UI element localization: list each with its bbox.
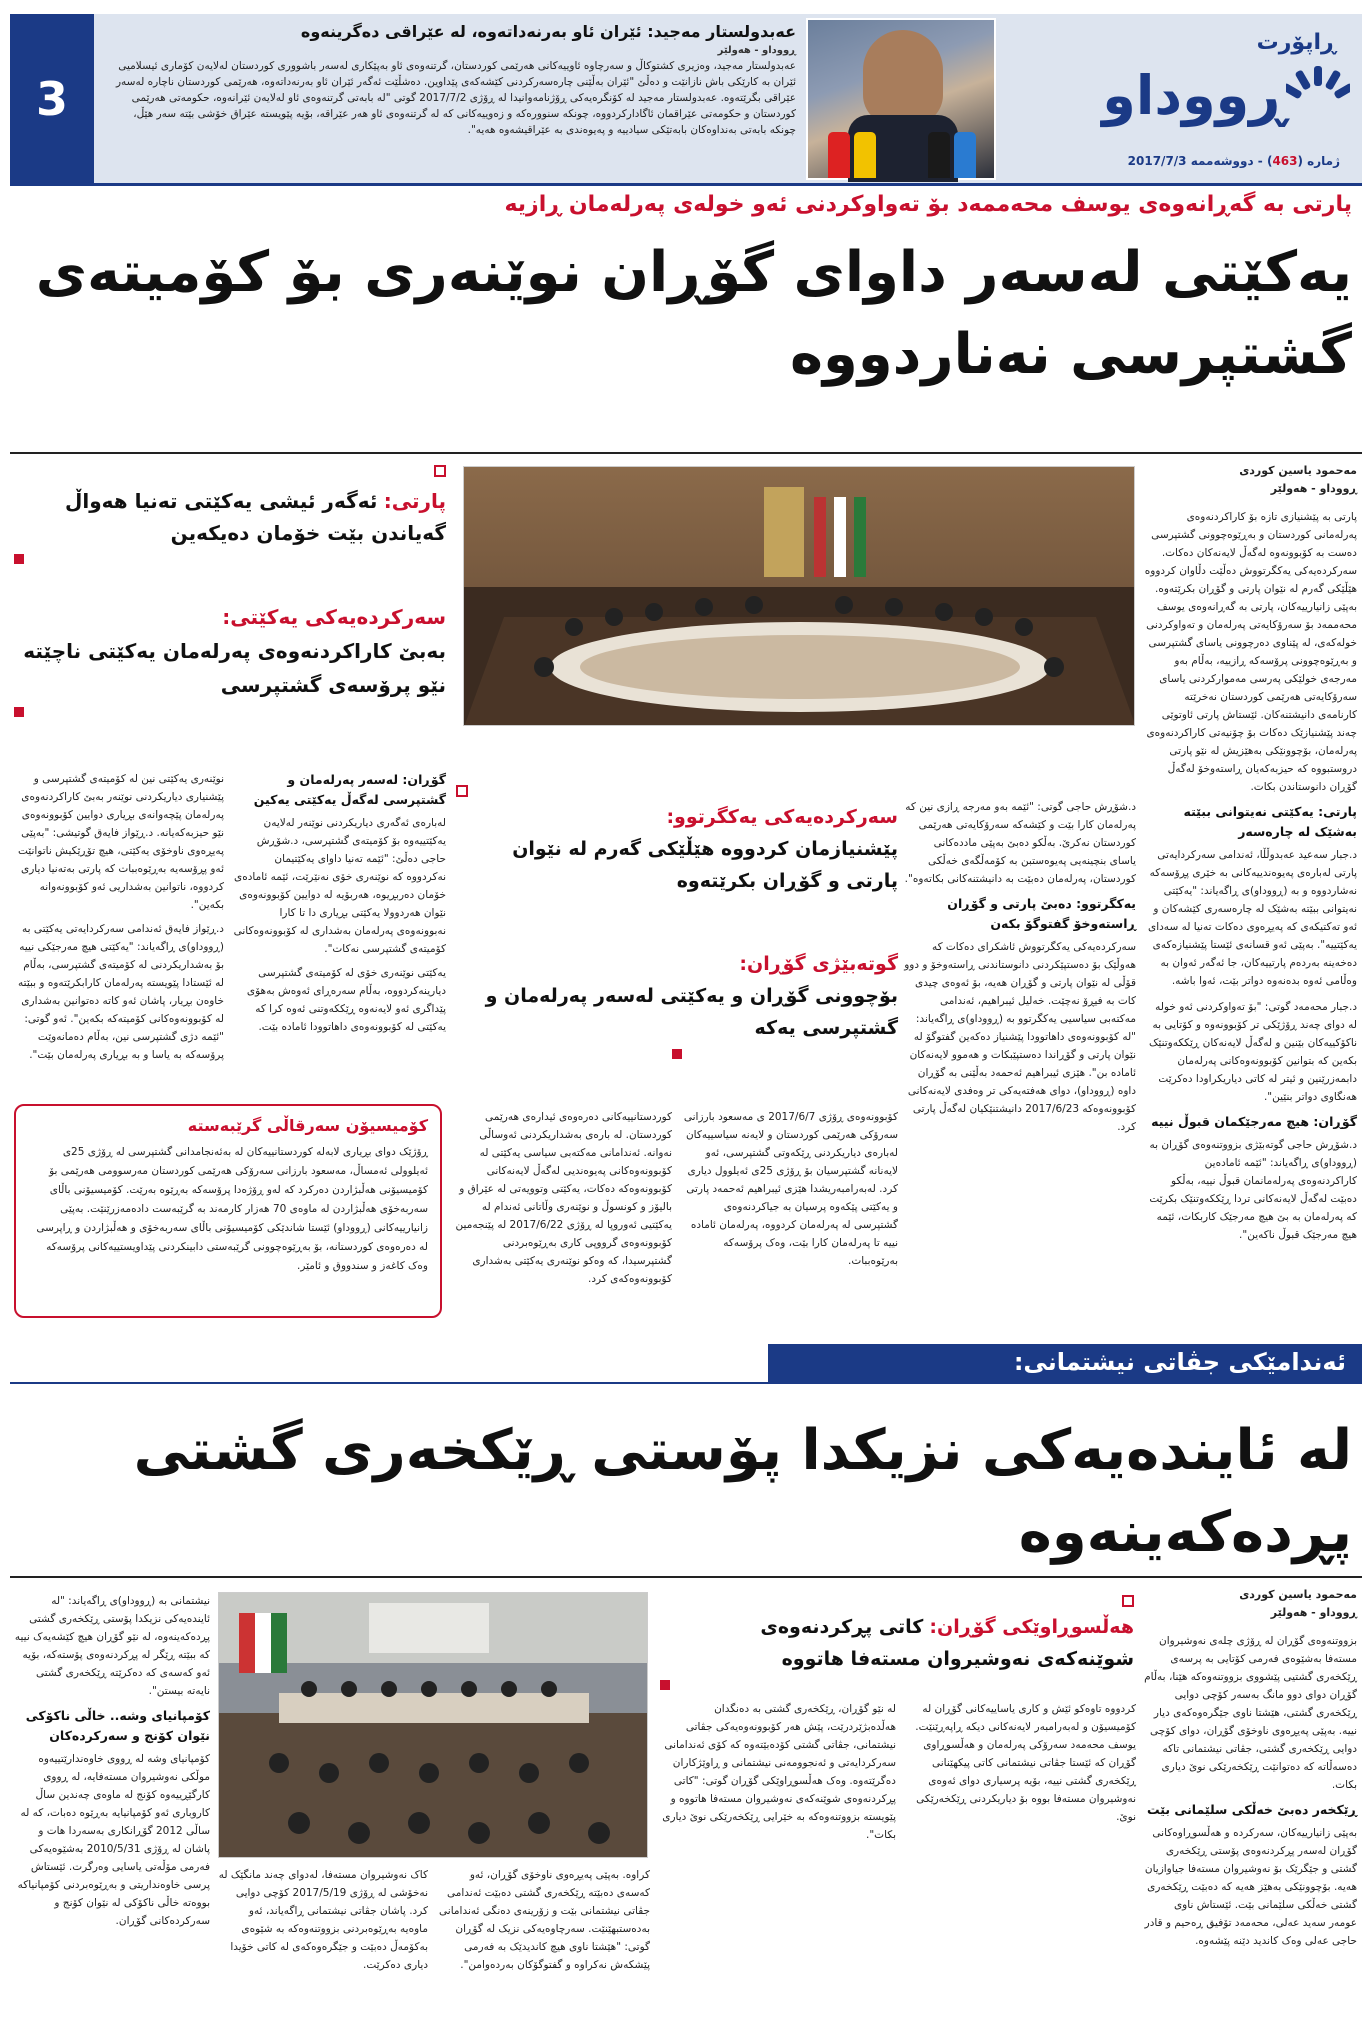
logo-sunburst-icon bbox=[1286, 62, 1350, 126]
issue-line bbox=[1128, 154, 1340, 168]
subhead: ڕێکخەر دەبێ خەڵکی سلێمانی بێت bbox=[1147, 1802, 1357, 1817]
body-text: کۆبوونەوەی ڕۆژی 2017/6/7 ی مەسعود بارزانی سەرۆکی هەرێمی کوردستان و لایەنە سیاسییەکان لەبارەی دیاریکردنی ڕێکەوتی گشتپرسی، ئەو لایەنانە گشتپرسیان بۆ ڕۆژی 25ی ئەیلوول دیاری کرد. لەبەرامبەریشدا هێزی ئیبراهیم ئەحمەد پارتی و یەکێتی پێکەوە پرسیان بە جیاکردنەوەی گشتپرسی لە پەرلەمان کردووە، پەرلەمان ئامادە نییە تا پەرلەمان کارا بێت، وەک پرۆسەکە بەرێوەببات. bbox=[683, 1111, 898, 1267]
page-number: 3 bbox=[10, 14, 94, 183]
square-icon bbox=[14, 554, 24, 564]
body-text: سەرکردەیەکی یەکگرتووش ئاشکرای دەکات کە هەوڵێک بۆ دەستپێکردنی دانوستاندنی ڕاستەوخۆ و دوو قۆڵی لە نێوان پارتی و گۆڕان هەیە، بۆ ئەوەی چیدی کات بە فیڕۆ نەچێت. خەلیل ئیبراهیم، ئەندامی مەکتەبی سیاسیی یەکگرتوو بە (ڕووداو)ی ڕاگەیاند: "لە کۆبوونەوەی داهاتوودا پێشنیاز دەکەین گفتوگۆ لە نێوان پارتی و گۆڕاندا دەستپێبکات و هەموو لایەنەکان ئامادە بن". هێزی ئیبراهیم ئەحمەد بەڵێنی بە گۆڕان داوە (ڕووداو)، دوای هەفتەیەکی تر وەفدی لایەنەکانی کۆبوونەوەکە 2017/6/23 دانیشتنێکیان لەگەڵ پارتی کرد. bbox=[904, 941, 1136, 1133]
pull-label: سەرکردەیەکی یەکێتی: bbox=[222, 605, 446, 629]
body-text: کردووە تاوەکو ئێش و کاری یاساییەکانی گۆڕان لە کۆمیسیۆن و لەبەرامبەر لایەنەکانی دیکە ڕاپەڕێنێت. یوسف محەمەد سەرۆکی پەرلەمان و هەڵسوڕاوی گۆڕان کە ئێستا جڤاتی نیشتمانی کاتی پیکهێنانی ڕێکخەری گشتی نییە، بۆیە پرسیاری دوای ئەوەی نەوشیروان مستەفا بووە بۆ دیاریکردنی ڕێکخەرێکی نوێ. bbox=[915, 1703, 1136, 1823]
square-icon bbox=[14, 707, 24, 717]
section-band: ئەندامێکی جڤاتی نیشتمانی: bbox=[768, 1344, 1362, 1384]
meeting-illustration bbox=[219, 1593, 648, 1858]
lead-text: پارتی بە پێشنیازی تازە بۆ کاراکردنەوەی پەرلەمانی کوردستان و بەڕێوەچوونی گشتپرسی دەست بە کۆبوونەوە لەگەڵ لایەنەکان دەکات. سەرکردەیەکی یەکگرتووش دەڵێت دڵاوان کردووە هێڵێکی گەرم لە نێوان پارتی و گۆڕان بکرێتەوە. بەپێی زانیارییەکان، پارتی بە گەڕانەوەی یوسف محەممەد بۆ سەرۆکایەتی پەرلەمان و تەواوکردنی خولەکەی، لە پێناوی دەرچوونی یاسای گشتپرسی و بەڕێوەچوونی پرۆسەکە ڕازییە، بەڵام بەو مەرجەی خولێکی پەرسی مەموارکردنی یاسای سەرۆکایەتی هەرێمی کوردستان نەخرێتە کارنامەی دانیشتنەکان. ئێستاش پارتی ئاوتوێی چەند پێشنیازێک دەکات بۆ چۆنیەتی کاراکردنەوەی پەرلەمان، بۆچوونێکی بەهێزیش لە نێو پارتی دروستبووە کە حیزبەکەیان ڕاستەوخۆ لەگەڵ گۆڕان دانوستاندن بکات. bbox=[1144, 511, 1357, 793]
byline-place: ڕووداو - هەولێر bbox=[1270, 1606, 1357, 1619]
story1-lower-column-b bbox=[454, 1108, 672, 1288]
conference-illustration bbox=[464, 467, 1135, 726]
subhead: گۆڕان: هیچ مەرجێکمان قبوڵ نییە bbox=[1151, 1114, 1357, 1129]
pull-quote-4 bbox=[456, 948, 898, 1063]
pull-label: پارتی: bbox=[383, 489, 446, 513]
story1-left-column-a bbox=[232, 770, 446, 1036]
commission-box bbox=[14, 1104, 442, 1318]
body-text: یەکێتی نوێنەری خۆی لە کۆمیتەی گشتپرسی دیارینەکردووە، بەڵام سەرەڕای ئەوەش بەهۆی پێداگری ئەو لایەنەوە ڕێککەوتنی ئەوە کرا کە یەکێتی لە کۆبوونەوەی داهاتوودا ئامادە بێت. bbox=[246, 967, 446, 1033]
byline-name: مەحمود یاسین کوردی bbox=[1239, 1588, 1357, 1601]
teaser-story bbox=[106, 20, 804, 180]
box-body: ڕۆژێک دوای بڕیاری لابەلە کوردستانییەکان لە بەئەنجامدانی گشتپرسی لە ڕۆژی 25ی ئەیلوولی ئەمساڵ، مەسعود بارزانی سەرۆکی هەرێمی کوردستان مەرسوومی هەرێمی بۆ کۆمیسیۆنی هەڵبژاردن دەرکرد کە لەو ڕۆژەدا پرۆسەکە بەڕێوە بەرێت. کۆمیسیۆنی باڵای سەربەخۆی هەڵبژاردن لە ماوەی 70 هەزار کارمەند بە گرێبەست دادەمەزرێنێت. بەپێی زانیارییەکانی (ڕووداو) ئێستا شاندێکی کۆمیسیۆنی باڵای سەربەخۆی و هەڵبژاردن و ڕاپرسی لە دەرەوەی کوردستانە، بۆ بەڕێوەچوونی گرێبەستی دابینکردنی پێداویستییەکانی پرۆسەکە وەک کاغەز و سندووق و ئامێر. bbox=[36, 1146, 428, 1272]
pull-text: ئەگەر ئیشی یەکێتی تەنیا هەواڵ گەیاندن بێت خۆمان دەیکەین bbox=[65, 489, 446, 545]
pull-text: کاتی پڕکردنەوەی شوێنەکەی نەوشیروان مستەفا هاتووە bbox=[760, 1616, 1134, 1670]
pull-quote-3 bbox=[456, 782, 898, 897]
box-title: کۆمیسیۆن سەرقاڵی گرێبەستە bbox=[187, 1116, 428, 1135]
subhead: گۆڕان: لەسەر پەرلەمان و گشتپرسی لەگەڵ یەکێتی یەکین bbox=[253, 772, 446, 807]
story2-left-column bbox=[14, 1592, 210, 1930]
subhead: پارتی: یەکێتی نەیتوانی ببێتە بەشێک لە چارەسەر bbox=[1183, 804, 1357, 839]
teaser-photo bbox=[806, 18, 996, 180]
body-text: لە نێو گۆڕان، ڕێکخەری گشتی بە دەنگدان هەڵدەبژێردرێت، پێش هەر کۆبوونەوەیەکی جڤاتی نیشتمانی، جڤاتی گشتی کۆدەبێتەوە کە کۆی ئەندامانی سەرکردایەتی و ئەنجوومەنی نیشتمانی و ڕاوێژکاران دەگرێتەوە. وەک هەڵسوڕاوێکی گۆڕان گوتی: "کاتی پڕکردنەوەی شوێنەکەی نەوشیروان مستەفا هاتووە و پێویستە بزووتنەوەکە بە خێرایی ڕێکخەرێکی نوێ دیاری بکات". bbox=[662, 1703, 896, 1841]
pull-quote-2 bbox=[14, 600, 446, 721]
story1-right-column bbox=[1143, 462, 1357, 1244]
section-label: ڕاپۆرت bbox=[1256, 30, 1336, 55]
issue-suffix: ) - دووشەممە 2017/7/3 bbox=[1127, 154, 1273, 168]
divider bbox=[10, 1576, 1362, 1578]
conference-photo bbox=[463, 466, 1135, 726]
teaser-title: عەبدولستار مەجید: ئێران ئاو بەرنەداتەوە، لە عێراقی دەگرینەوە bbox=[300, 22, 796, 41]
body-text: نیشتمانی بە (ڕووداو)ی ڕاگەیاند: "لە ئایندەیەکی نزیکدا پۆستی ڕێکخەری گشتی پڕدەکەینەوە، لە نێو گۆڕان هیچ کێشەیەک نییە کە ببێتە ڕێگر لە پڕکردنەوەی پۆستەکە، بۆیە ئەو کەسەی کە دەکرێتە ڕێکخەری گشتی نایەتە بیستن". bbox=[14, 1595, 210, 1697]
body-text: بزووتنەوەی گۆڕان لە ڕۆژی چلەی نەوشیروان مستەفا بەشێوەی فەرمی کۆتایی بە پرسەی ڕێکخەری گشتیی پێشووی بزووتنەوەکە هێنا، بەڵام گۆڕان دوای دوو مانگ بەسەر کۆچی دوایی ڕێکخەری گشتی، هێشتا ناوی جێگرەوەکەی دیار نییە. بەپێی پەیڕەوی ناوخۆی گۆڕان، دوای کۆچی دوایی ڕێکخەری گشتی، جڤاتی نیشتمانی تاکە دەسەڵاتە کە دەتوانێت ڕێکخەرێکی نوێ دیاری بکات. bbox=[1144, 1635, 1357, 1791]
pull-text: پێشنیازمان کردووە هێڵێکی گەرم لە نێوان پارتی و گۆڕان بکرێتەوە bbox=[512, 838, 898, 892]
story2-mid-column-b bbox=[660, 1700, 896, 1844]
story2-right-column bbox=[1143, 1586, 1357, 1950]
body-text: نوێنەری یەکێتی نین لە کۆمیتەی گشتپرسی و پێشنیاری دیاریکردنی نوێنەر بەبێ کاراکردنەوەی پەرلەمان پێچەوانەی بڕیاری دوایین کۆبوونەوەی نێو حیزبەکەیانە. د.ڕێواز فایەق گوتیشی: "بەپێی پەیڕەوی ناوخۆی یەکێتی، هیچ تۆڕێکیش ناتوانێت ئەو پڕۆسەیە بەڕێوەببات کە پارتی بەتەنیا دیاری کردووە، ناتوانین بەشداریی ئەو کۆبوونەوانە بکەین". bbox=[17, 773, 224, 911]
pull-label: گوتەبێژی گۆڕان: bbox=[739, 953, 898, 975]
body-text: کراوە. بەپێی پەیڕەوی ناوخۆی گۆڕان، ئەو کەسەی دەبێتە ڕێکخەری گشتی دەبێت ئەندامی جڤاتی نیشتمانی بێت و زۆرینەی دەنگی ئەندامانی بەدەستبهێنێت. سەرچاوەیەکی نزیک لە گۆڕان گوتی: "هێشتا ناوی هیچ کاندیدێک بە فەرمی پێشکەش نەکراوە و گفتوگۆکان بەردەوامن". bbox=[439, 1869, 650, 1971]
body-text: د.شۆڕش حاجی گوتەبێژی بزووتنەوەی گۆڕان بە (ڕووداو)ی ڕاگەیاند: "ئێمە ئامادەین کاراکردنەوەی پەرلەمانمان قبوڵ نییە، بەڵکو دەبێت لەگەڵ لایەنەکانی تردا ڕێککەوتنێک بکرێت کە پەرلەمان بە بێ هیچ مەرجێک کاربکات، ئێمە هیچ مەرجێک قبوڵ ناکەین". bbox=[1149, 1139, 1357, 1241]
issue-prefix: ژمارە ( bbox=[1297, 154, 1340, 168]
byline-place: ڕووداو - هەولێر bbox=[1270, 482, 1357, 495]
divider bbox=[10, 1382, 1362, 1384]
pull-text: بەبێ کاراکردنەوەی پەرلەمان یەکێتی ناچێتە نێو پرۆسەی گشتپرسی bbox=[23, 639, 446, 697]
teaser-byline: ڕووداو - هەولێر bbox=[717, 45, 796, 56]
issue-number: 463 bbox=[1272, 154, 1298, 168]
subhead: کۆمپانیای وشە.. خاڵی ناکۆکی نێوان کۆنج و سەرکردەکان bbox=[25, 1708, 210, 1743]
teaser-body: عەبدولستار مەجید، وەزیری کشتوکاڵ و سەرچاوە ئاوییەکانی هەرێمی کوردستان، گرتنەوەی ئاو بەپێکاری لەسەر باشووری کوردستان لەلایەن کۆماری ئیسلامیی ئێران بە کارێکی باش نازانێت و دەڵێ "ئێران بەڵێنی چارەسەرکردنی کێشەکەی پێداوین. دەشڵێت ئەگەر ئێران ئاو بەرنەداتەوە، هەرێمی کوردستان ناچارە لەسەر عێراقی بگرێتەوە. عەبدولستار مەجید لە کۆنگرەیەکی ڕۆژنامەوانیدا لە ڕۆژی 2017/7/2 گوتی "لە بابەتی گرتنەوەی ئاو لەلایەن ئێرانەوە، حکومەتی هەرێمی کوردستان و حکومەتی عێراقمان ئاگادارکردووە، چونکە سنوورەکە و زەوییەکانی کە لە گرتنەوەی ئاو هەر عێراقە، بۆیە پێویستە عێراق خۆشی بێتە سەر هێڵ، چونکە بابەتی بەنداوەکان بابەتێکی سیادییە و پەیوەندی بە عێراقیشەوە هەیە". bbox=[115, 60, 796, 136]
pull-label: هەڵسوڕاوێکی گۆڕان: bbox=[929, 1616, 1134, 1638]
story1-lower-column-a bbox=[680, 1108, 898, 1270]
pull-quote-5 bbox=[660, 1592, 1134, 1694]
body-text: کۆمپانیای وشە لە ڕووی خاوەندارێتییەوە موڵکی نەوشیروان مستەفایە، لە ڕووی کارگێڕییەوە کۆنج لە ماوەی چەندین ساڵ کاروباری ئەو کۆمپانیایە بەڕێوە دەبات، کە لە ساڵی 2012 گۆڕانکاری بەسەردا هات و پاشان لە ڕۆژی 2010/5/31 بەشێوەیەکی فەرمی مۆڵەتی یاسایی وەرگرت. ئێستاش پرسی خاوەنداریتی و بەڕێوەبردنی کۆمپانیاکە بووەتە خاڵی ناکۆکی لە نێوان کۆنج و سەرکردەکانی گۆڕان. bbox=[17, 1753, 210, 1927]
story1-mid-right-column bbox=[904, 798, 1136, 1136]
meeting-photo bbox=[218, 1592, 648, 1858]
body-text: د.جبار محەمەد گوتی: "بۆ تەواوکردنی ئەو خولە لە دوای چەند ڕۆژێکی تر کۆبوونەوە و کۆتایی بە ناکۆکییەکان بێنین و لەگەڵ لایەنەکان ڕێککەوتنێک بکەین کە بتوانین کۆبوونەوەکانی پەرلەمان دابمەزرێنین و ئیتر لە کاتی دیاریکراودا دەکرێت هەنگاوی دواتر بنێین". bbox=[1149, 1001, 1357, 1103]
body-text: بەپێی زانیارییەکان، سەرکردە و هەڵسوڕاوەکانی گۆڕان لەسەر پڕکردنەوەی پۆستی ڕێکخەری گشتی و جێگرێک بۆ نەوشیروان مستەفا جیاوازیان هەیە. بۆچوونێکی بەهێز هەیە کە دەبێت ڕێکخەری گشتی خەڵکی سلێمانی بێت. ئێستاش ناوی عومەر سەید عەلی، محەمەد تۆفیق ڕەحیم و قادر حاجی عەلی وەک کاندید دێنە پێشەوە. bbox=[1144, 1827, 1357, 1947]
story2-mid-column-a bbox=[904, 1700, 1136, 1826]
body-text: د.جبار سەعید عەبدوڵڵا، ئەندامی سەرکردایەتی پارتی لەبارەی پەیوەندییەکانی بە خێری پڕۆسەکە نەشاردووە و بە (ڕووداو)ی ڕاگەیاند: "یەکێتی نەیتوانی ببێتە بەشێک لە چارەسەری کێشەکان و ئەو تەکتیکەی کە پەیڕەوی دەکات تەنیا لە سەدای یەکێتییە". بەپێی ئەو قسانەی ئێستا پێشنیازەکەی دەخەینە بەردەم پارتییەکان، جا ئەگەر ئەوان بە وەڵامی ئەوە بدەنەوە دواتر بێت، ئەوا باشە. bbox=[1148, 849, 1357, 987]
story1-headline: یەکێتی لەسەر داوای گۆڕان نوێنەری بۆ کۆمیتەی گشتپرسی نەناردووە bbox=[35, 240, 1352, 387]
pull-label: سەرکردەیەکی یەکگرتوو: bbox=[666, 806, 898, 828]
square-icon bbox=[456, 785, 468, 797]
body-text: لەبارەی ئەگەری دیاریکردنی نوێنەر لەلایەن یەکێتییەوە بۆ کۆمیتەی گشتپرسی، د.شۆڕش حاجی دەڵێ: "ئێمە تەنیا داوای یەکێتیمان نەکردووە کە نوێنەری خۆی نەنێرێت، ئێمە ئامادەی خۆمان دەربڕیوە، هەربۆیە لە دوایین کۆبوونەوەی نێوان هەردوولا یەکێتی بڕیاری دا تا کارا نەبوونەوەی پەرلەمان بەشداری لە کۆبوونەوەکانی کۆمیتەی گشتپرسی نەکات". bbox=[233, 817, 446, 955]
square-icon bbox=[672, 1049, 682, 1059]
masthead bbox=[10, 14, 1362, 186]
story1-kicker: پارتی بە گەڕانەوەی یوسف محەممەد بۆ تەواوکردنی ئەو خولەی پەرلەمان ڕازیە bbox=[504, 192, 1352, 217]
body-text: د.ڕێواز فایەق ئەندامی سەرکردایەتی یەکێتی بە (ڕووداو)ی ڕاگەیاند: "یەکێتی هیچ مەرجێکی نییە بۆ بەشداریکردنی لە کۆمیتەی گشتپرسی، بەڵام لە ئێستادا پێویستە پەرلەمان کارابکرێتەوە و ببێتە خاوەن بڕیار، پاشان ئەو کاتە دەتوانین بەشداری لە کۆبوونەوەکانی کۆمیتەکە بکەین". ئەو گوتی: "ئێمە دژی گشتپرسی نین، بەڵام دەمانەوێت پرۆسەکە بە یاسا و بە بڕیاری پەرلەمان بێت". bbox=[18, 923, 224, 1061]
brand-block bbox=[1006, 18, 1356, 180]
square-icon bbox=[1122, 1595, 1134, 1607]
pull-text: بۆچوونی گۆڕان و یەکێتی لەسەر پەرلەمان و گشتپرسی یەکە bbox=[485, 985, 898, 1039]
story2-mid-column-c bbox=[436, 1866, 650, 1974]
body-text: کاک نەوشیروان مستەفا، لەدوای چەند مانگێک لە نەخۆشی لە ڕۆژی 2017/5/19 کۆچی دوایی کرد. پاشان جڤاتی نیشتمانی ڕاگەیاند، ئەو ماوەیە بەڕێوەبردنی بزووتنەوەکە بە شێوەی بەکۆمەڵ دەبێت و جێگرەوەکەی لە کاتی خۆیدا دیاری دەکرێت. bbox=[218, 1869, 428, 1971]
divider bbox=[10, 452, 1362, 454]
square-icon bbox=[660, 1680, 670, 1690]
square-icon bbox=[434, 465, 446, 477]
subhead: یەکگرتوو: دەبێ پارتی و گۆڕان ڕاستەوخۆ گفتوگۆ بکەن bbox=[947, 896, 1136, 931]
story2-headline: لە ئایندەیەکی نزیکدا پۆستی ڕێکخەری گشتی پڕدەکەینەوە bbox=[133, 1418, 1352, 1565]
logo-text: ڕووداو bbox=[1102, 64, 1286, 127]
story1-left-column-b bbox=[14, 770, 224, 1064]
body-text: کوردستانییەکانی دەرەوەی ئیدارەی هەرێمی کوردستان. لە بارەی بەشداریکردنی ئەوساڵی نەوانە. ئەندامانی مەکتەبی سیاسی یەکێتی لە کۆبوونەوەکانی پەیوەندیی لەگەڵ لایەنەکانی کۆبوونەوەکە دەکات، یەکێتی وتوویەتی لە عێراق و بالیۆز و کونسوڵ و نوێنەری وڵاتانی ئەندام لە یەکێتیی ئەوروپا لە ڕۆژی 2017/6/22 لە پێنجەمین کۆبوونەوەی گرووپی کاری بەڕێوەبردنی گشتپرسیدا، کە وەکو نوێنەری یەکێتی بەشداری کۆبوونەوەکەی کرد. bbox=[455, 1111, 672, 1285]
byline-name: مەحمود یاسین کوردی bbox=[1239, 464, 1357, 477]
pull-quote-1 bbox=[14, 462, 446, 568]
body-text: د.شۆڕش حاجی گوتی: "ئێمە بەو مەرجە ڕازی نین کە پەرلەمان کارا بێت و کێشەکە سەرۆکایەتی هەرێمی کوردستان نەکرێ. بەڵکو دەبێ بەپێی ماددەکانی یاسای بنچینەیی پەیوەستبن بە کۆمەڵگەی خەڵکی کوردستان، پەرلەمان دەبێت بە دانیشتنەکانی بکاتەوە". bbox=[904, 801, 1136, 885]
story2-mid-column-d bbox=[218, 1866, 428, 1974]
